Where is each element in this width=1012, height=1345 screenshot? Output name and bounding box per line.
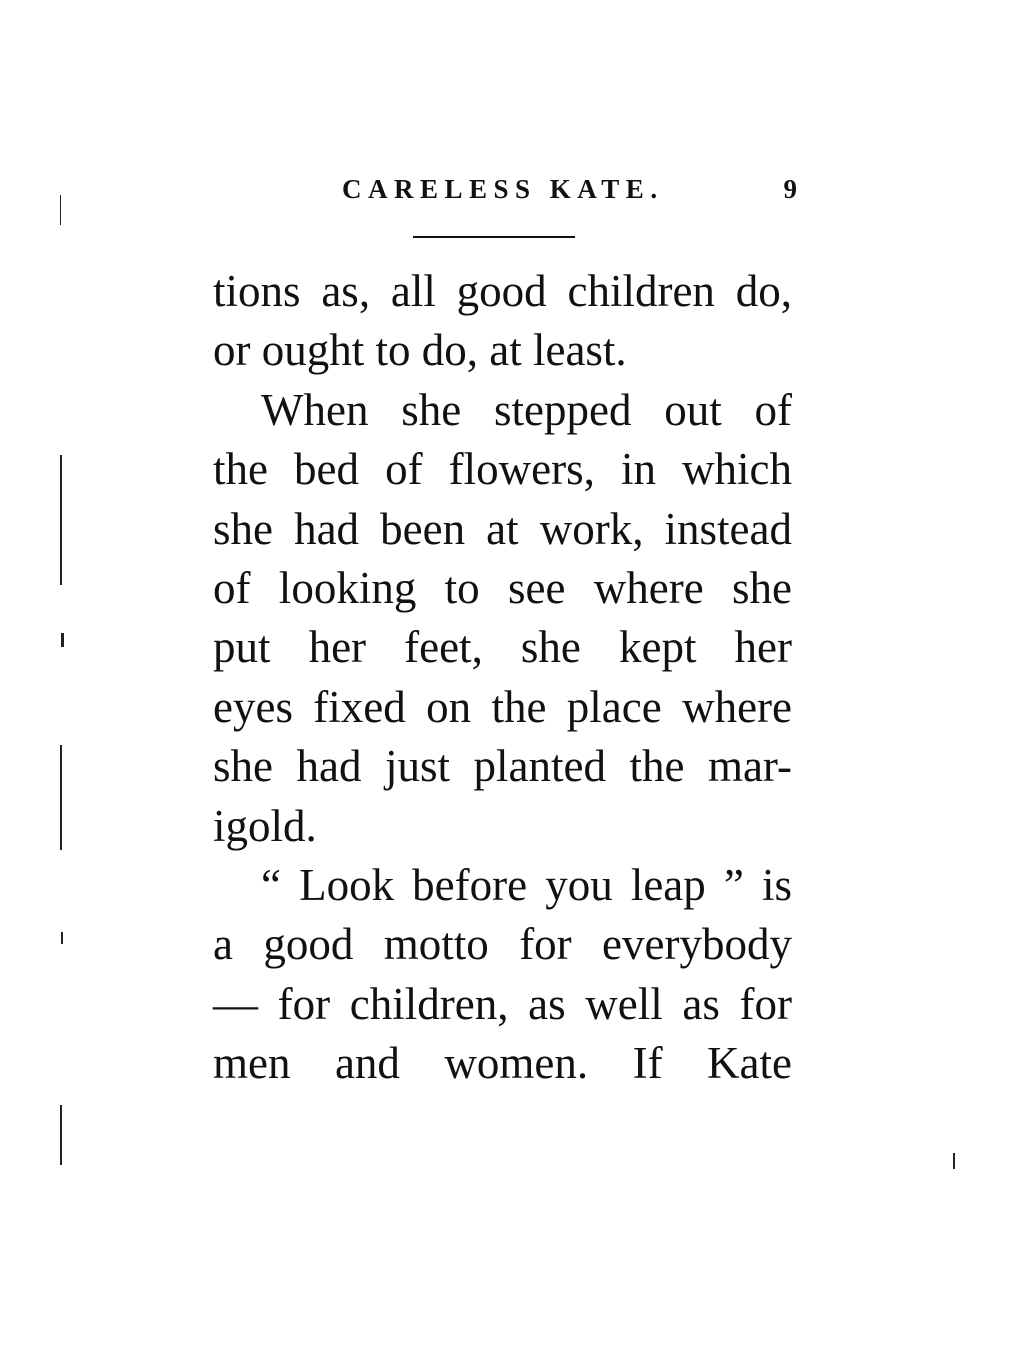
text-line: she had been at work, instead <box>213 503 792 554</box>
running-head <box>342 174 797 210</box>
page-number: 9 <box>783 174 797 204</box>
text-line: put her feet, she kept her <box>213 622 792 673</box>
text-line: — for children, as well as for <box>213 978 792 1029</box>
scan-mark <box>61 932 63 944</box>
text-line: or ought to do, at least. <box>213 325 627 376</box>
scan-mark <box>60 1105 62 1165</box>
text-line: tions as, all good children do, <box>213 266 792 316</box>
text-line: the bed of flowers, in which <box>213 444 792 495</box>
text-line: of looking to see where she <box>213 562 792 613</box>
text-line: a good motto for everybody <box>213 919 792 970</box>
scan-mark <box>61 633 64 647</box>
scan-mark <box>60 455 62 585</box>
scan-mark <box>60 195 61 225</box>
text-line: she had just planted the mar- <box>213 741 792 792</box>
scan-mark <box>953 1153 955 1169</box>
text-line: men and women. If Kate <box>213 1038 792 1089</box>
header-rule <box>413 236 575 238</box>
scan-mark <box>60 745 62 850</box>
text-line: When she stepped out of <box>261 384 792 435</box>
text-line: “ Look before you leap ” is <box>261 859 792 910</box>
text-line: eyes fixed on the place where <box>213 681 792 732</box>
running-head-title: CARELESS KATE. <box>342 174 664 204</box>
text-line: igold. <box>213 800 317 851</box>
body-text <box>213 262 792 1093</box>
